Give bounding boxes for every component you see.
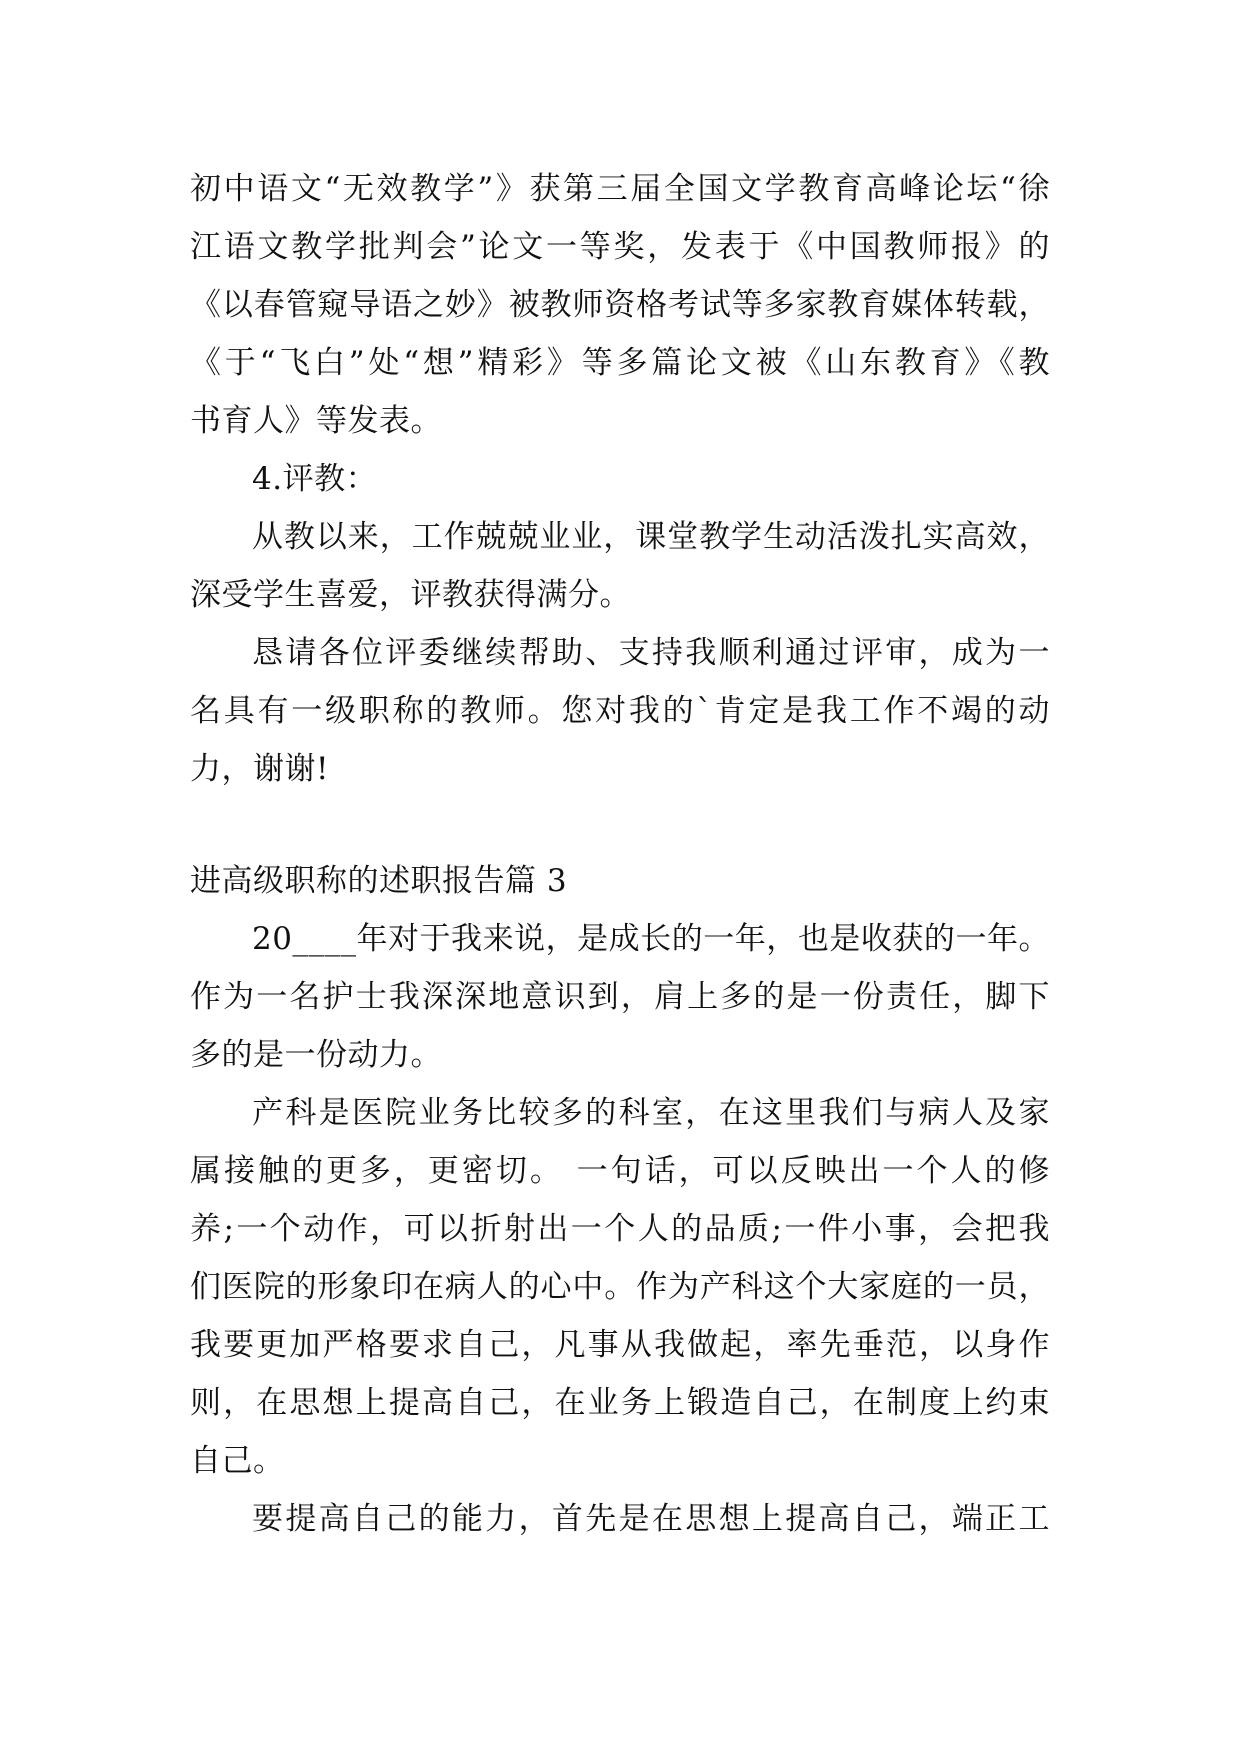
text-line: 们医院的形象印在病人的心中。作为产科这个大家庭的一员， xyxy=(190,1269,1050,1305)
paragraph-obstetrics xyxy=(190,1084,1050,1490)
item-heading-evaluation: 4.评教： xyxy=(252,461,378,497)
text-line: 20____年对于我来说，是成长的一年，也是收获的一年。 xyxy=(252,921,1050,957)
text-line: 产科是医院业务比较多的科室，在这里我们与病人及家 xyxy=(252,1095,1050,1131)
text-line: 自己。 xyxy=(190,1443,285,1479)
text-line: 多的是一份动力。 xyxy=(190,1037,442,1073)
text-line: 《于“飞白”处“想”精彩》等多篇论文被《山东教育》《教 xyxy=(190,345,1050,381)
paragraph-ability xyxy=(190,1490,1050,1548)
paragraph-publications xyxy=(190,160,1050,450)
text-line: 养;一个动作，可以折射出一个人的品质;一件小事，会把我 xyxy=(190,1211,1050,1247)
text-line: 则，在思想上提高自己，在业务上锻造自己，在制度上约束 xyxy=(190,1385,1050,1421)
paragraph-evaluation xyxy=(190,508,1050,624)
text-line: 力，谢谢! xyxy=(190,751,329,787)
paragraph-request xyxy=(190,624,1050,798)
section-spacer xyxy=(190,798,1050,852)
paragraph-year xyxy=(190,910,1050,1084)
text-line: 作为一名护士我深深地意识到，肩上多的是一份责任，脚下 xyxy=(190,979,1050,1015)
text-line: 《以春管窥导语之妙》被教师资格考试等多家教育媒体转载， xyxy=(190,287,1050,323)
text-line: 江语文教学批判会”论文一等奖，发表于《中国教师报》的 xyxy=(190,229,1050,265)
text-line: 名具有一级职称的教师。您对我的`肯定是我工作不竭的动 xyxy=(190,693,1050,729)
text-line: 要提高自己的能力，首先是在思想上提高自己，端正工 xyxy=(252,1501,1050,1537)
document-body xyxy=(190,160,1050,1548)
text-line: 属接触的更多，更密切。 一句话，可以反映出一个人的修 xyxy=(190,1153,1050,1189)
text-line: 初中语文“无效教学”》获第三届全国文学教育高峰论坛“徐 xyxy=(190,171,1050,207)
section-title: 进高级职称的述职报告篇 3 xyxy=(190,863,568,899)
text-line: 恳请各位评委继续帮助、支持我顺利通过评审，成为一 xyxy=(252,635,1050,671)
text-line: 我要更加严格要求自己，凡事从我做起，率先垂范，以身作 xyxy=(190,1327,1050,1363)
text-line: 从教以来，工作兢兢业业，课堂教学生动活泼扎实高效， xyxy=(252,519,1050,555)
text-line: 深受学生喜爱，评教获得满分。 xyxy=(190,577,631,613)
text-line: 书育人》等发表。 xyxy=(190,403,442,439)
